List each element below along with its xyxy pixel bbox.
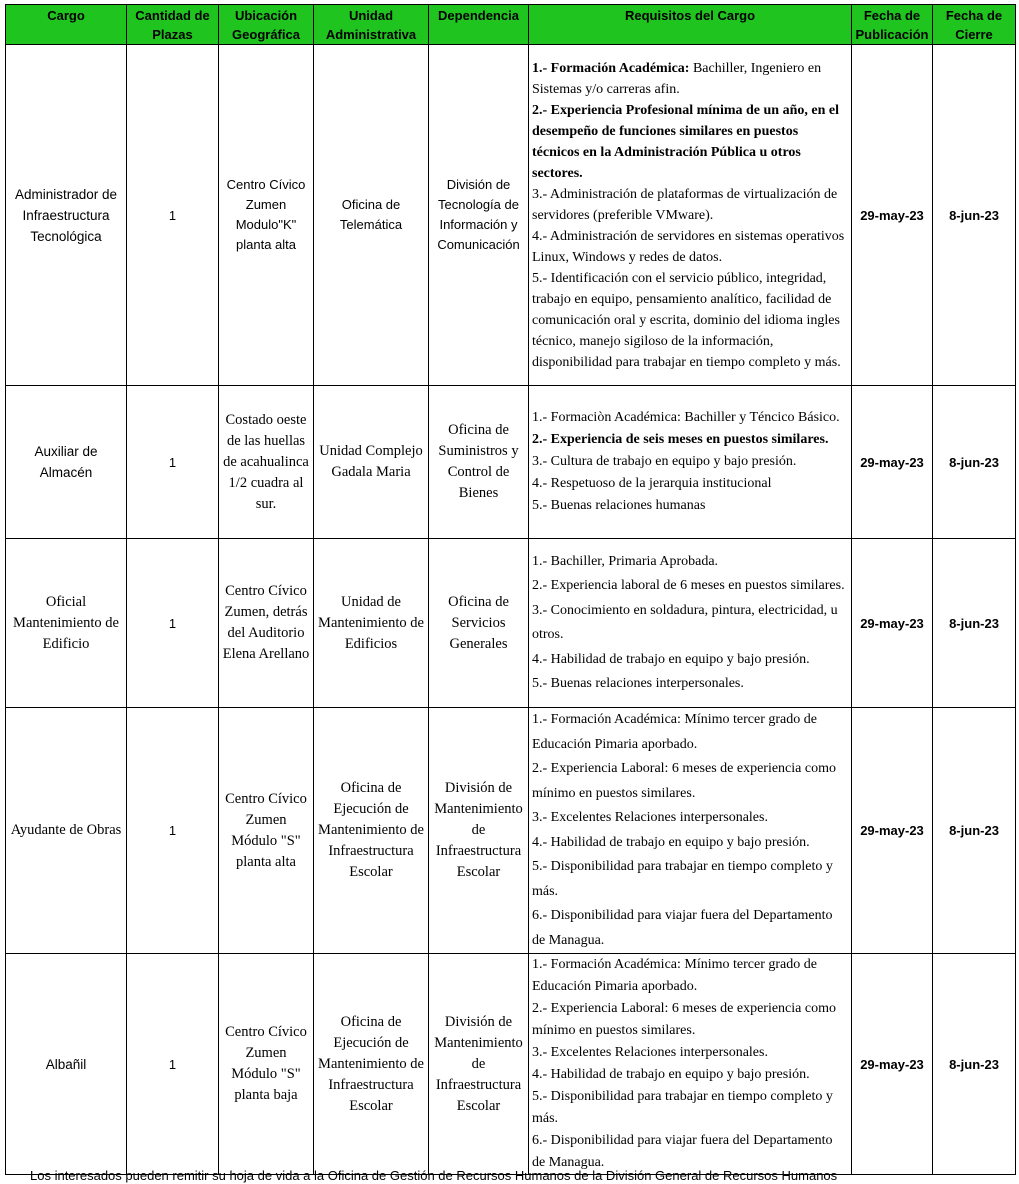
- cell-plazas: 1: [127, 708, 219, 954]
- header-cierre: Fecha de Cierre: [933, 5, 1016, 45]
- requisito-item: 1.- Formación Académica: Mínimo tercer grado de Educación Pimaria aporbado.: [532, 712, 817, 752]
- cell-ubicacion: Costado oeste de las huellas de acahualinca 1/2 cuadra al sur.: [219, 386, 314, 539]
- cell-cierre: 8-jun-23: [933, 954, 1016, 1175]
- requisito-item: [532, 58, 848, 100]
- cell-unidad: Oficina de Ejecución de Mantenimiento de Infraestructura Escolar: [314, 708, 429, 954]
- requisito-item: 4.- Habilidad de trabajo en equipo y bajo presión.: [532, 834, 810, 850]
- cell-cargo: Oficial Mantenimiento de Edificio: [6, 539, 127, 708]
- cell-cierre: 8-jun-23: [933, 386, 1016, 539]
- cell-requisitos: [529, 386, 852, 539]
- requisito-item: 5.- Buenas relaciones interpersonales.: [532, 676, 744, 691]
- cell-publicacion: 29-may-23: [852, 539, 933, 708]
- cell-unidad: Unidad Complejo Gadala Maria: [314, 386, 429, 539]
- cell-plazas: 1: [127, 539, 219, 708]
- table-row: [6, 386, 1016, 539]
- cell-cierre: 8-jun-23: [933, 45, 1016, 386]
- cell-publicacion: 29-may-23: [852, 45, 933, 386]
- cell-plazas: 1: [127, 386, 219, 539]
- cell-unidad: Oficina de Telemática: [314, 45, 429, 386]
- requisito-item: 6.- Disponibilidad para viajar fuera del Departamento de Managua.: [532, 908, 833, 948]
- cell-dependencia: División de Mantenimiento de Infraestructura Escolar: [429, 954, 529, 1175]
- cell-cargo: Albañil: [6, 954, 127, 1175]
- cell-requisitos: [529, 708, 852, 954]
- cell-unidad: Oficina de Ejecución de Mantenimiento de Infraestructura Escolar: [314, 954, 429, 1175]
- cell-requisitos: [529, 539, 852, 708]
- requisito-item: 3.- Administración de plataformas de virtualización de servidores (preferible VMware).: [532, 186, 838, 223]
- header-requisitos: Requisitos del Cargo: [529, 5, 852, 45]
- table-row: [6, 45, 1016, 386]
- requisito-item: [532, 100, 848, 184]
- requisito-item: 1.- Formaciòn Académica: Bachiller y Téncico Básico.: [532, 410, 840, 425]
- cell-publicacion: 29-may-23: [852, 386, 933, 539]
- cell-requisitos: [529, 45, 852, 386]
- requisito-item: 6.- Disponibilidad para viajar fuera del Departamento de Managua.: [532, 1133, 833, 1170]
- requisito-item: [532, 429, 848, 451]
- requisito-item: 3.- Cultura de trabajo en equipo y bajo presión.: [532, 454, 797, 469]
- requisito-item: 5.- Disponibilidad para trabajar en tiempo completo y más.: [532, 859, 833, 899]
- cell-cierre: 8-jun-23: [933, 539, 1016, 708]
- header-publicacion: Fecha de Publicación: [852, 5, 933, 45]
- header-ubicacion: Ubicación Geográfica: [219, 5, 314, 45]
- cell-dependencia: Oficina de Suministros y Control de Bienes: [429, 386, 529, 539]
- cell-requisitos: [529, 954, 852, 1175]
- table-header-row: [6, 5, 1016, 45]
- cell-ubicacion: Centro Cívico Zumen, detrás del Auditorio Elena Arellano: [219, 539, 314, 708]
- cell-unidad: Unidad de Mantenimiento de Edificios: [314, 539, 429, 708]
- requisito-text: Bachiller, Ingeniero en Sistemas y/o carreras afin.: [532, 60, 822, 97]
- requisito-item: 2.- Experiencia Laboral: 6 meses de experiencia como mínimo en puestos similares.: [532, 761, 836, 801]
- cell-plazas: 1: [127, 954, 219, 1175]
- requisito-item: 4.- Habilidad de trabajo en equipo y bajo presión.: [532, 651, 810, 667]
- requisito-bold: 1.- Formación Académica:: [532, 60, 690, 76]
- requisito-item: 2.- Experiencia Laboral: 6 meses de experiencia como mínimo en puestos similares.: [532, 1001, 836, 1038]
- requisito-bold: 2.- Experiencia de seis meses en puestos similares.: [532, 432, 829, 447]
- requisito-item: 5.- Buenas relaciones humanas: [532, 498, 706, 513]
- cell-ubicacion: Centro Cívico Zumen Modulo"K" planta alta: [219, 45, 314, 386]
- requisito-item: 1.- Bachiller, Primaria Aprobada.: [532, 553, 719, 569]
- requisito-item: 3.- Conocimiento en soldadura, pintura, electricidad, u otros.: [532, 602, 838, 642]
- header-cargo: Cargo: [6, 5, 127, 45]
- cell-cargo: Ayudante de Obras: [6, 708, 127, 954]
- table-row: [6, 954, 1016, 1175]
- requisito-item: 3.- Excelentes Relaciones interpersonales.: [532, 1045, 768, 1060]
- header-unidad: Unidad Administrativa: [314, 5, 429, 45]
- requisito-item: 1.- Formación Académica: Mínimo tercer grado de Educación Pimaria aporbado.: [532, 957, 817, 994]
- cell-publicacion: 29-may-23: [852, 954, 933, 1175]
- cell-dependencia: División de Mantenimiento de Infraestructura Escolar: [429, 708, 529, 954]
- requisito-item: 4.- Respetuoso de la jerarquia institucional: [532, 476, 772, 491]
- header-dependencia: Dependencia: [429, 5, 529, 45]
- requisito-bold: 2.- Experiencia Profesional mínima de un año, en el desempeño de funciones similares en puestos técnicos en la Administración Pública u otros sectores.: [532, 102, 839, 181]
- requisito-item: 2.- Experiencia laboral de 6 meses en puestos similares.: [532, 578, 845, 593]
- table-row: [6, 708, 1016, 954]
- requisito-item: 4.- Habilidad de trabajo en equipo y bajo presión.: [532, 1067, 810, 1082]
- table-row: [6, 539, 1016, 708]
- requisito-item: 5.- Disponibilidad para trabajar en tiempo completo y más.: [532, 1089, 833, 1126]
- cell-dependencia: División de Tecnología de Información y Comunicación: [429, 45, 529, 386]
- job-openings-table: [5, 4, 1016, 1175]
- cell-ubicacion: Centro Cívico Zumen Módulo "S" planta alta: [219, 708, 314, 954]
- cell-publicacion: 29-may-23: [852, 708, 933, 954]
- footer-note: Los interesados pueden remitir su hoja de vida a la Oficina de Gestión de Recursos Humanos de la División General de Recursos Humanos: [30, 1168, 838, 1183]
- requisito-item: 5.- Identificación con el servicio público, integridad, trabajo en equipo, pensamiento analítico, facilidad de comunicación oral y escrita, dominio del idioma ingles técnico, manejo sigiloso de la información, disponibilidad para trabajar en tiempo completo y más.: [532, 270, 841, 370]
- cell-plazas: 1: [127, 45, 219, 386]
- cell-dependencia: Oficina de Servicios Generales: [429, 539, 529, 708]
- header-plazas: Cantidad de Plazas: [127, 5, 219, 45]
- cell-cierre: 8-jun-23: [933, 708, 1016, 954]
- cell-cargo: Auxiliar de Almacén: [6, 386, 127, 539]
- requisito-item: 4.- Administración de servidores en sistemas operativos Linux, Windows y redes de datos.: [532, 228, 845, 265]
- cell-ubicacion: Centro Cívico Zumen Módulo "S" planta baja: [219, 954, 314, 1175]
- requisito-item: 3.- Excelentes Relaciones interpersonales.: [532, 810, 768, 825]
- cell-cargo: Administrador de Infraestructura Tecnológica: [6, 45, 127, 386]
